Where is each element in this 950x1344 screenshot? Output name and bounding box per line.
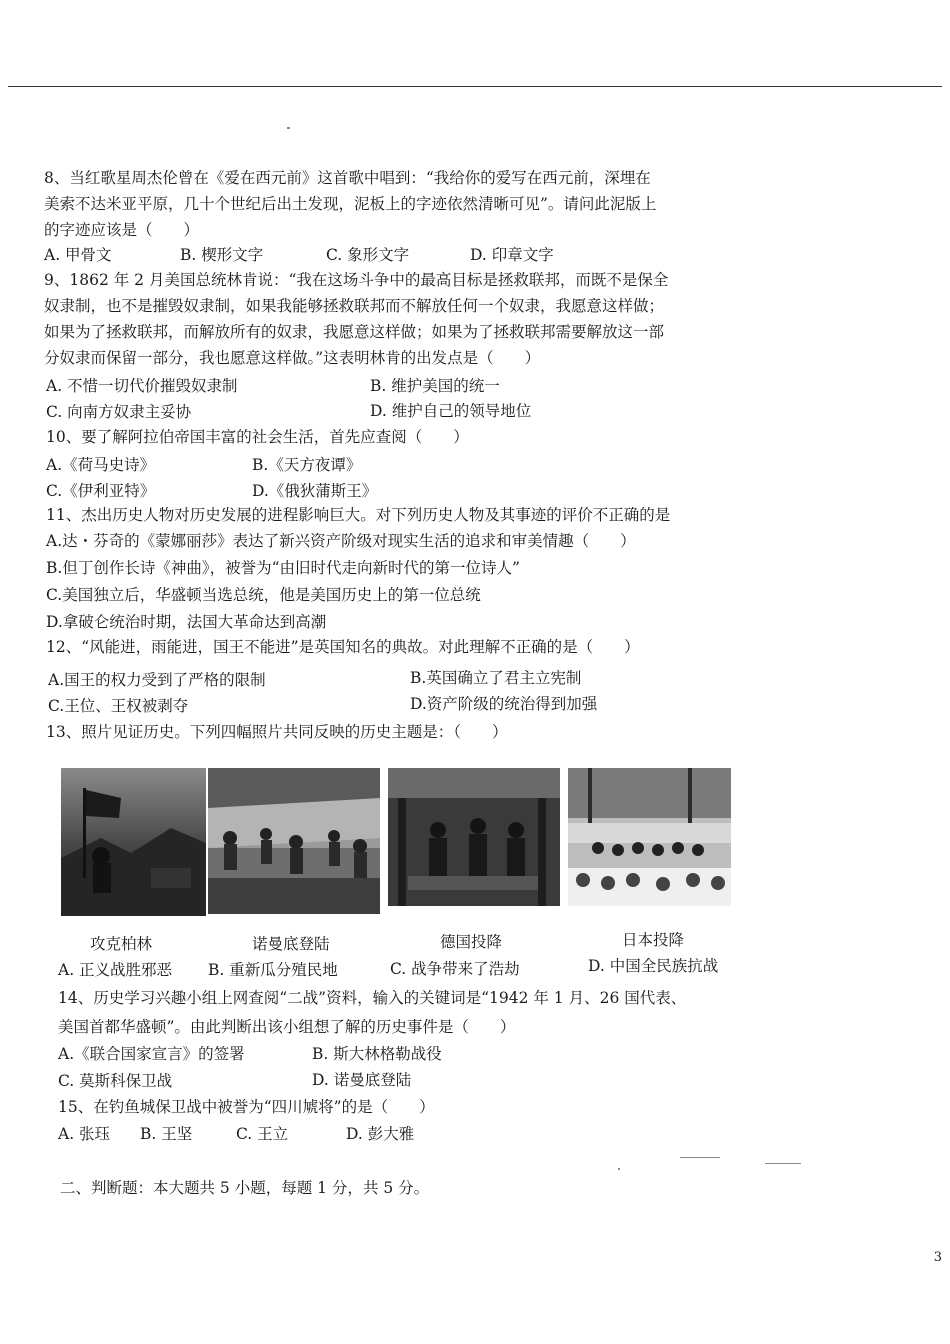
q11-option-c: C.美国独立后，华盛顿当选总统，他是美国历史上的第一位总统	[46, 586, 481, 604]
scan-speck	[618, 1168, 620, 1170]
q9-line-3: 如果为了拯救联邦，而解放所有的奴隶，我愿意这样做；如果为了拯救联邦需要解放这一部	[44, 323, 665, 341]
q8-option-a: A. 甲骨文	[44, 246, 112, 264]
q15-option-a: A. 张珏	[58, 1125, 111, 1143]
q11-option-b: B.但丁创作长诗《神曲》，被誉为“由旧时代走向新时代的第一位诗人”	[46, 559, 520, 577]
caption-japan-surrender: 日本投降	[622, 931, 685, 949]
q13-option-b: B. 重新瓜分殖民地	[208, 961, 338, 979]
section-2-heading: 二、判断题：本大题共 5 小题，每题 1 分，共 5 分。	[60, 1179, 430, 1197]
q15-option-c: C. 王立	[236, 1125, 289, 1143]
q11-option-a: A.达・芬奇的《蒙娜丽莎》表达了新兴资产阶级对现实生活的追求和审美情趣（ ）	[46, 532, 636, 550]
photo-normandy-landing	[208, 768, 380, 914]
q10-option-b: B.《天方夜谭》	[252, 456, 362, 474]
q8-option-d: D. 印章文字	[470, 246, 554, 264]
q14-line-1: 14、历史学习兴趣小组上网查阅“二战”资料，输入的关键词是“1942 年 1 月、26 国代表、	[58, 989, 687, 1007]
q8-line-2: 美索不达米亚平原，几十个世纪后出土发现，泥板上的字迹依然清晰可见”。请问此泥版上	[44, 195, 657, 213]
q8-line-3: 的字迹应该是（ ）	[44, 221, 200, 239]
q13-option-d: D. 中国全民族抗战	[588, 957, 719, 975]
photo-capture-berlin-image	[61, 768, 206, 916]
q14-option-d: D. 诺曼底登陆	[312, 1071, 412, 1089]
scan-speck	[680, 1157, 720, 1158]
q9-option-a: A. 不惜一切代价摧毁奴隶制	[46, 377, 238, 395]
photo-normandy-landing-image	[208, 768, 380, 914]
q9-line-2: 奴隶制，也不是摧毁奴隶制，如果我能够拯救联邦而不解放任何一个奴隶，我愿意这样做；	[44, 297, 665, 315]
q12-option-c: C.王位、王权被剥夺	[48, 697, 189, 715]
q9-line-4: 分奴隶而保留一部分，我也愿意这样做。”这表明林肯的出发点是（ ）	[44, 349, 541, 367]
q10-option-d: D.《俄狄蒲斯王》	[252, 482, 378, 500]
q14-line-2: 美国首都华盛顿”。由此判断出该小组想了解的历史事件是（ ）	[58, 1018, 516, 1036]
q15-option-d: D. 彭大雅	[346, 1125, 415, 1143]
q12-option-d: D.资产阶级的统治得到加强	[410, 695, 598, 713]
q13-option-a: A. 正义战胜邪恶	[58, 961, 173, 979]
q11-line-1: 11、杰出历史人物对历史发展的进程影响巨大。对下列历史人物及其事迹的评价不正确的是	[46, 506, 671, 524]
q12-option-b: B.英国确立了君主立宪制	[410, 669, 582, 687]
q9-line-1: 9、1862 年 2 月美国总统林肯说：“我在这场斗争中的最高目标是拯救联邦，而既不是保全	[44, 271, 669, 289]
q10-line-1: 10、要了解阿拉伯帝国丰富的社会生活，首先应查阅（ ）	[46, 428, 469, 446]
q12-option-a: A.国王的权力受到了严格的限制	[48, 671, 266, 689]
q13-option-c: C. 战争带来了浩劫	[390, 960, 520, 978]
photo-japan-surrender	[568, 768, 731, 906]
q10-option-c: C.《伊利亚特》	[46, 482, 156, 500]
scan-speck	[287, 127, 290, 129]
photo-germany-surrender-image	[388, 768, 560, 906]
header-rule	[8, 86, 942, 87]
scan-speck	[765, 1163, 801, 1164]
q9-option-b: B. 维护美国的统一	[370, 377, 500, 395]
q10-option-a: A.《荷马史诗》	[46, 456, 156, 474]
page-number: 3	[933, 1250, 942, 1265]
q13-line-1: 13、照片见证历史。下列四幅照片共同反映的历史主题是：（ ）	[46, 723, 508, 741]
q14-option-c: C. 莫斯科保卫战	[58, 1072, 173, 1090]
q8-option-c: C. 象形文字	[326, 246, 410, 264]
caption-capture-berlin: 攻克柏林	[90, 935, 153, 953]
q9-option-d: D. 维护自己的领导地位	[370, 402, 532, 420]
q15-option-b: B. 王坚	[140, 1125, 193, 1143]
q8-option-b: B. 楔形文字	[180, 246, 264, 264]
caption-germany-surrender: 德国投降	[440, 933, 503, 951]
q9-option-c: C. 向南方奴隶主妥协	[46, 403, 192, 421]
photo-germany-surrender	[388, 768, 560, 906]
photo-capture-berlin	[61, 768, 206, 916]
q15-line-1: 15、在钓鱼城保卫战中被誉为“四川虓将”的是（ ）	[58, 1098, 435, 1116]
caption-normandy-landing: 诺曼底登陆	[252, 935, 330, 953]
photo-japan-surrender-image	[568, 768, 731, 906]
q11-option-d: D.拿破仑统治时期，法国大革命达到高潮	[46, 613, 327, 631]
q14-option-b: B. 斯大林格勒战役	[312, 1045, 442, 1063]
q12-line-1: 12、“风能进，雨能进，国王不能进”是英国知名的典故。对此理解不正确的是（ ）	[46, 638, 640, 656]
q8-line-1: 8、当红歌星周杰伦曾在《爱在西元前》这首歌中唱到：“我给你的爱写在西元前，深埋在	[44, 169, 651, 187]
q14-option-a: A.《联合国家宣言》的签署	[58, 1045, 245, 1063]
